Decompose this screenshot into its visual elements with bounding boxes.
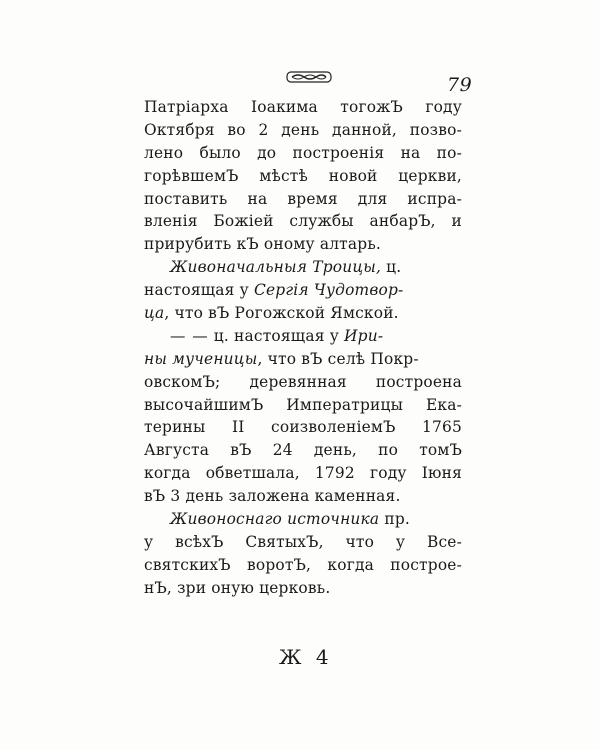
- entry-title: Живоноснаго источника: [170, 510, 380, 529]
- entry-heading-line: [144, 508, 462, 531]
- entry-text: , что вЪ селѣ Покр-: [257, 349, 419, 368]
- text-line: высочайшимЪ Императрицы Ека-: [144, 395, 462, 414]
- text-line: горѣвшемЪ мѣстѣ новой церкви,: [144, 166, 462, 185]
- entry-title: Живоначальныя Троицы,: [170, 258, 382, 277]
- text-line: Августа вЪ 24 день, по томЪ: [144, 441, 462, 460]
- ditto-dashes: — —: [170, 326, 209, 345]
- entry-text: настоящая у: [144, 281, 254, 300]
- text-line: [144, 302, 462, 325]
- text-line: святскихЪ воротЪ, когда построе-: [144, 555, 462, 574]
- text-line: [144, 279, 462, 302]
- entry-italic-text: Ири-: [344, 326, 384, 345]
- entry-text: ц. настоящая у: [208, 326, 345, 345]
- text-line: лено было до построенія на по-: [144, 143, 462, 162]
- signature-mark: Ж 4: [279, 645, 333, 669]
- entry-italic-text: ца: [144, 304, 165, 323]
- text-line: [144, 348, 462, 371]
- text-line: вЪ 3 день заложена каменная.: [144, 487, 401, 506]
- text-line: нЪ, зри оную церковь.: [144, 578, 331, 597]
- page-number: 79: [447, 74, 473, 96]
- entry-text: ц.: [381, 258, 402, 277]
- text-line: терины II соизволеніемЪ 1765: [144, 418, 462, 437]
- entry-italic-text: Сергія Чудотвор-: [253, 281, 404, 300]
- text-line: Октября во 2 день данной, позво-: [144, 120, 462, 139]
- entry-text: , что вЪ Рогожской Ямской.: [164, 304, 399, 323]
- ornament-icon: [286, 71, 332, 83]
- entry-heading-line: [144, 256, 462, 279]
- text-line: когда обветшала, 1792 году Іюня: [144, 464, 462, 483]
- text-line: вленія Божіей службы анбарЪ, и: [144, 212, 462, 231]
- text-line: прирубить кЪ оному алтарь.: [144, 235, 381, 254]
- text-line: Патріарха Іоакима тогожЪ году: [144, 98, 462, 116]
- entry-italic-text: ны мученицы: [144, 349, 258, 368]
- entry-text: пр.: [379, 510, 410, 529]
- text-line: поставить на время для испра-: [144, 189, 462, 208]
- text-body: [144, 96, 462, 600]
- entry-heading-line: [144, 325, 462, 348]
- text-line: у всѣхЪ СвятыхЪ, что у Все-: [144, 532, 462, 551]
- text-line: овскомЪ; деревянная построена: [144, 372, 462, 391]
